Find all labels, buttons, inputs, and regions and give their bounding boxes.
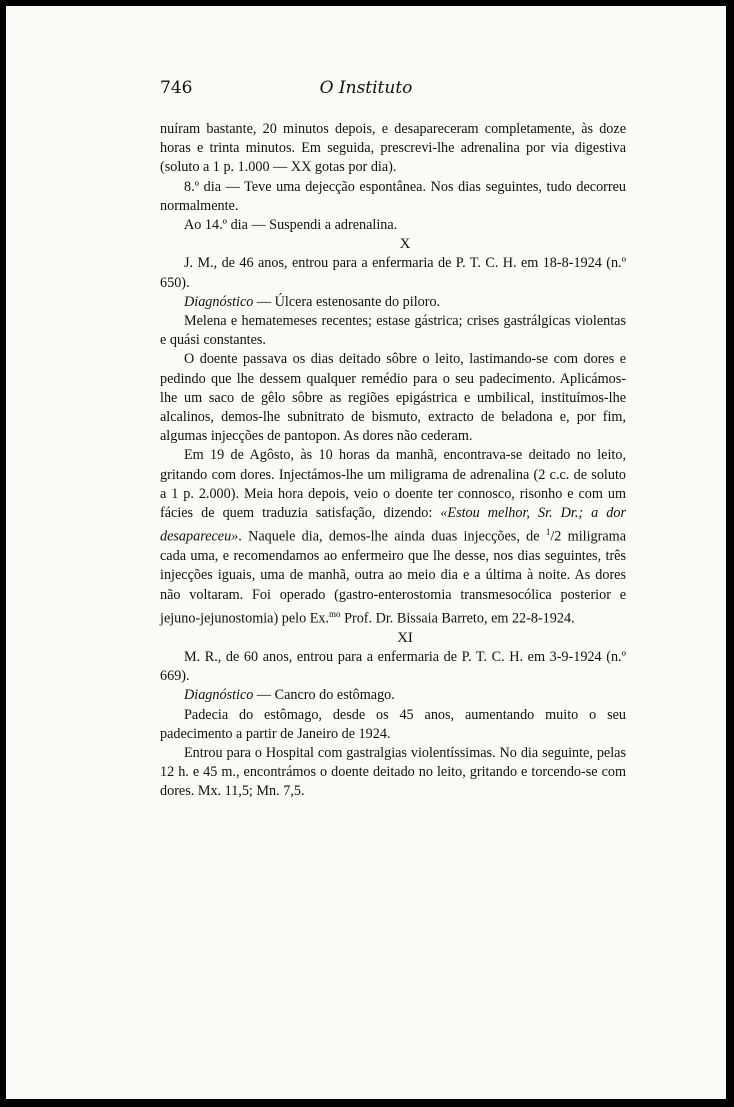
paragraph bbox=[160, 446, 626, 628]
text-run: miligrama cada uma, e recomendamos ao enfermeiro que lhe desse, nos dias seguintes, três injecções iguais, uma de manhã, outra ao meio dia e a última à noite. As dores não voltaram. Foi operado (gastro-enterostomia transmesocólica posterior e jejuno-jejunostomia) pelo Ex. bbox=[160, 529, 626, 627]
page-number: 746 bbox=[160, 78, 193, 98]
paragraph: Melena e hematemeses recentes; estase gástrica; crises gastrálgicas violentas e quási constantes. bbox=[160, 313, 626, 349]
section-heading-xi: XI bbox=[397, 629, 413, 646]
diagnosis-line bbox=[160, 293, 626, 312]
text-run: Em 19 de Agôsto, às 10 horas da manhã, encontrava-se deitado no leito, gritando com dores. Injectámos-lhe um miligrama de adrenalina (2 c.c. de soluto a 1 p. 2.000). Meia hora depois, veio o doente ter connosco, risonho e com um fácies de quem traduzia satisfação, dizendo: bbox=[160, 447, 626, 522]
diagnosis-line bbox=[160, 686, 626, 705]
document-page bbox=[6, 6, 726, 1099]
page-header bbox=[6, 78, 726, 102]
text-run: . Naquele dia, demos-lhe ainda duas injecções, de bbox=[238, 529, 546, 545]
paragraph: Padecia do estômago, desde os 45 anos, aumentando muito o seu padecimento a partir de Janeiro de 1924. bbox=[160, 706, 626, 742]
paragraph: Entrou para o Hospital com gastralgias violentíssimas. No dia seguinte, pelas 12 h. e 45 m., encontrámos o doente deitado no leito, gritando e torcendo-se com dores. Mx. 11,5; Mn. 7,5. bbox=[160, 744, 626, 800]
diagnosis-label: Diagnóstico bbox=[184, 293, 254, 310]
paragraph: J. M., de 46 anos, entrou para a enfermaria de P. T. C. H. em 18-8-1924 (n.º 650). bbox=[160, 255, 626, 291]
paragraph: O doente passava os dias deitado sôbre o leito, lastimando-se com dores e pedindo que lhe dessem qualquer remédio para o seu padecimento. Aplicámos-lhe um saco de gêlo sôbre as regiões epigástrica e umbilical, instituímos-lhe alcalinos, demos-lhe subnitrato de bismuto, extracto de beladona e, por fim, algumas injecções de pantopon. As dores não cederam. bbox=[160, 351, 626, 445]
paragraph: Ao 14.º dia — Suspendi a adrenalina. bbox=[184, 217, 398, 234]
paragraph: M. R., de 60 anos, entrou para a enfermaria de P. T. C. H. em 3-9-1924 (n.º 669). bbox=[160, 648, 626, 685]
fraction-denominator: /2 bbox=[550, 529, 562, 545]
paragraph: nuíram bastante, 20 minutos depois, e desapareceram completamente, às doze horas e trinta minutos. Em seguida, prescrevi-lhe adrenalina por via digestiva (soluto a 1 p. 1.000 — XX gotas por dia). bbox=[160, 121, 626, 176]
diagnosis-label: Diagnóstico bbox=[184, 687, 254, 704]
paragraph: 8.º dia — Teve uma dejecção espontânea. Nos dias seguintes, tudo decorreu normalmente. bbox=[160, 178, 626, 214]
fraction-numerator: 1 bbox=[545, 527, 551, 538]
diagnosis-text: — Cancro do estômago. bbox=[253, 687, 395, 704]
diagnosis-text: — Úlcera estenosante do piloro. bbox=[253, 293, 441, 310]
running-title: O Instituto bbox=[319, 78, 413, 98]
section-heading-x: X bbox=[399, 236, 411, 253]
text-run: Prof. Dr. Bissaia Barreto, em 22-8-1924. bbox=[340, 610, 575, 627]
superscript: mo bbox=[329, 608, 341, 619]
patient-quote: «Estou melhor, Sr. Dr.; a dor desapareceu» bbox=[160, 505, 626, 545]
body-text bbox=[160, 120, 626, 802]
